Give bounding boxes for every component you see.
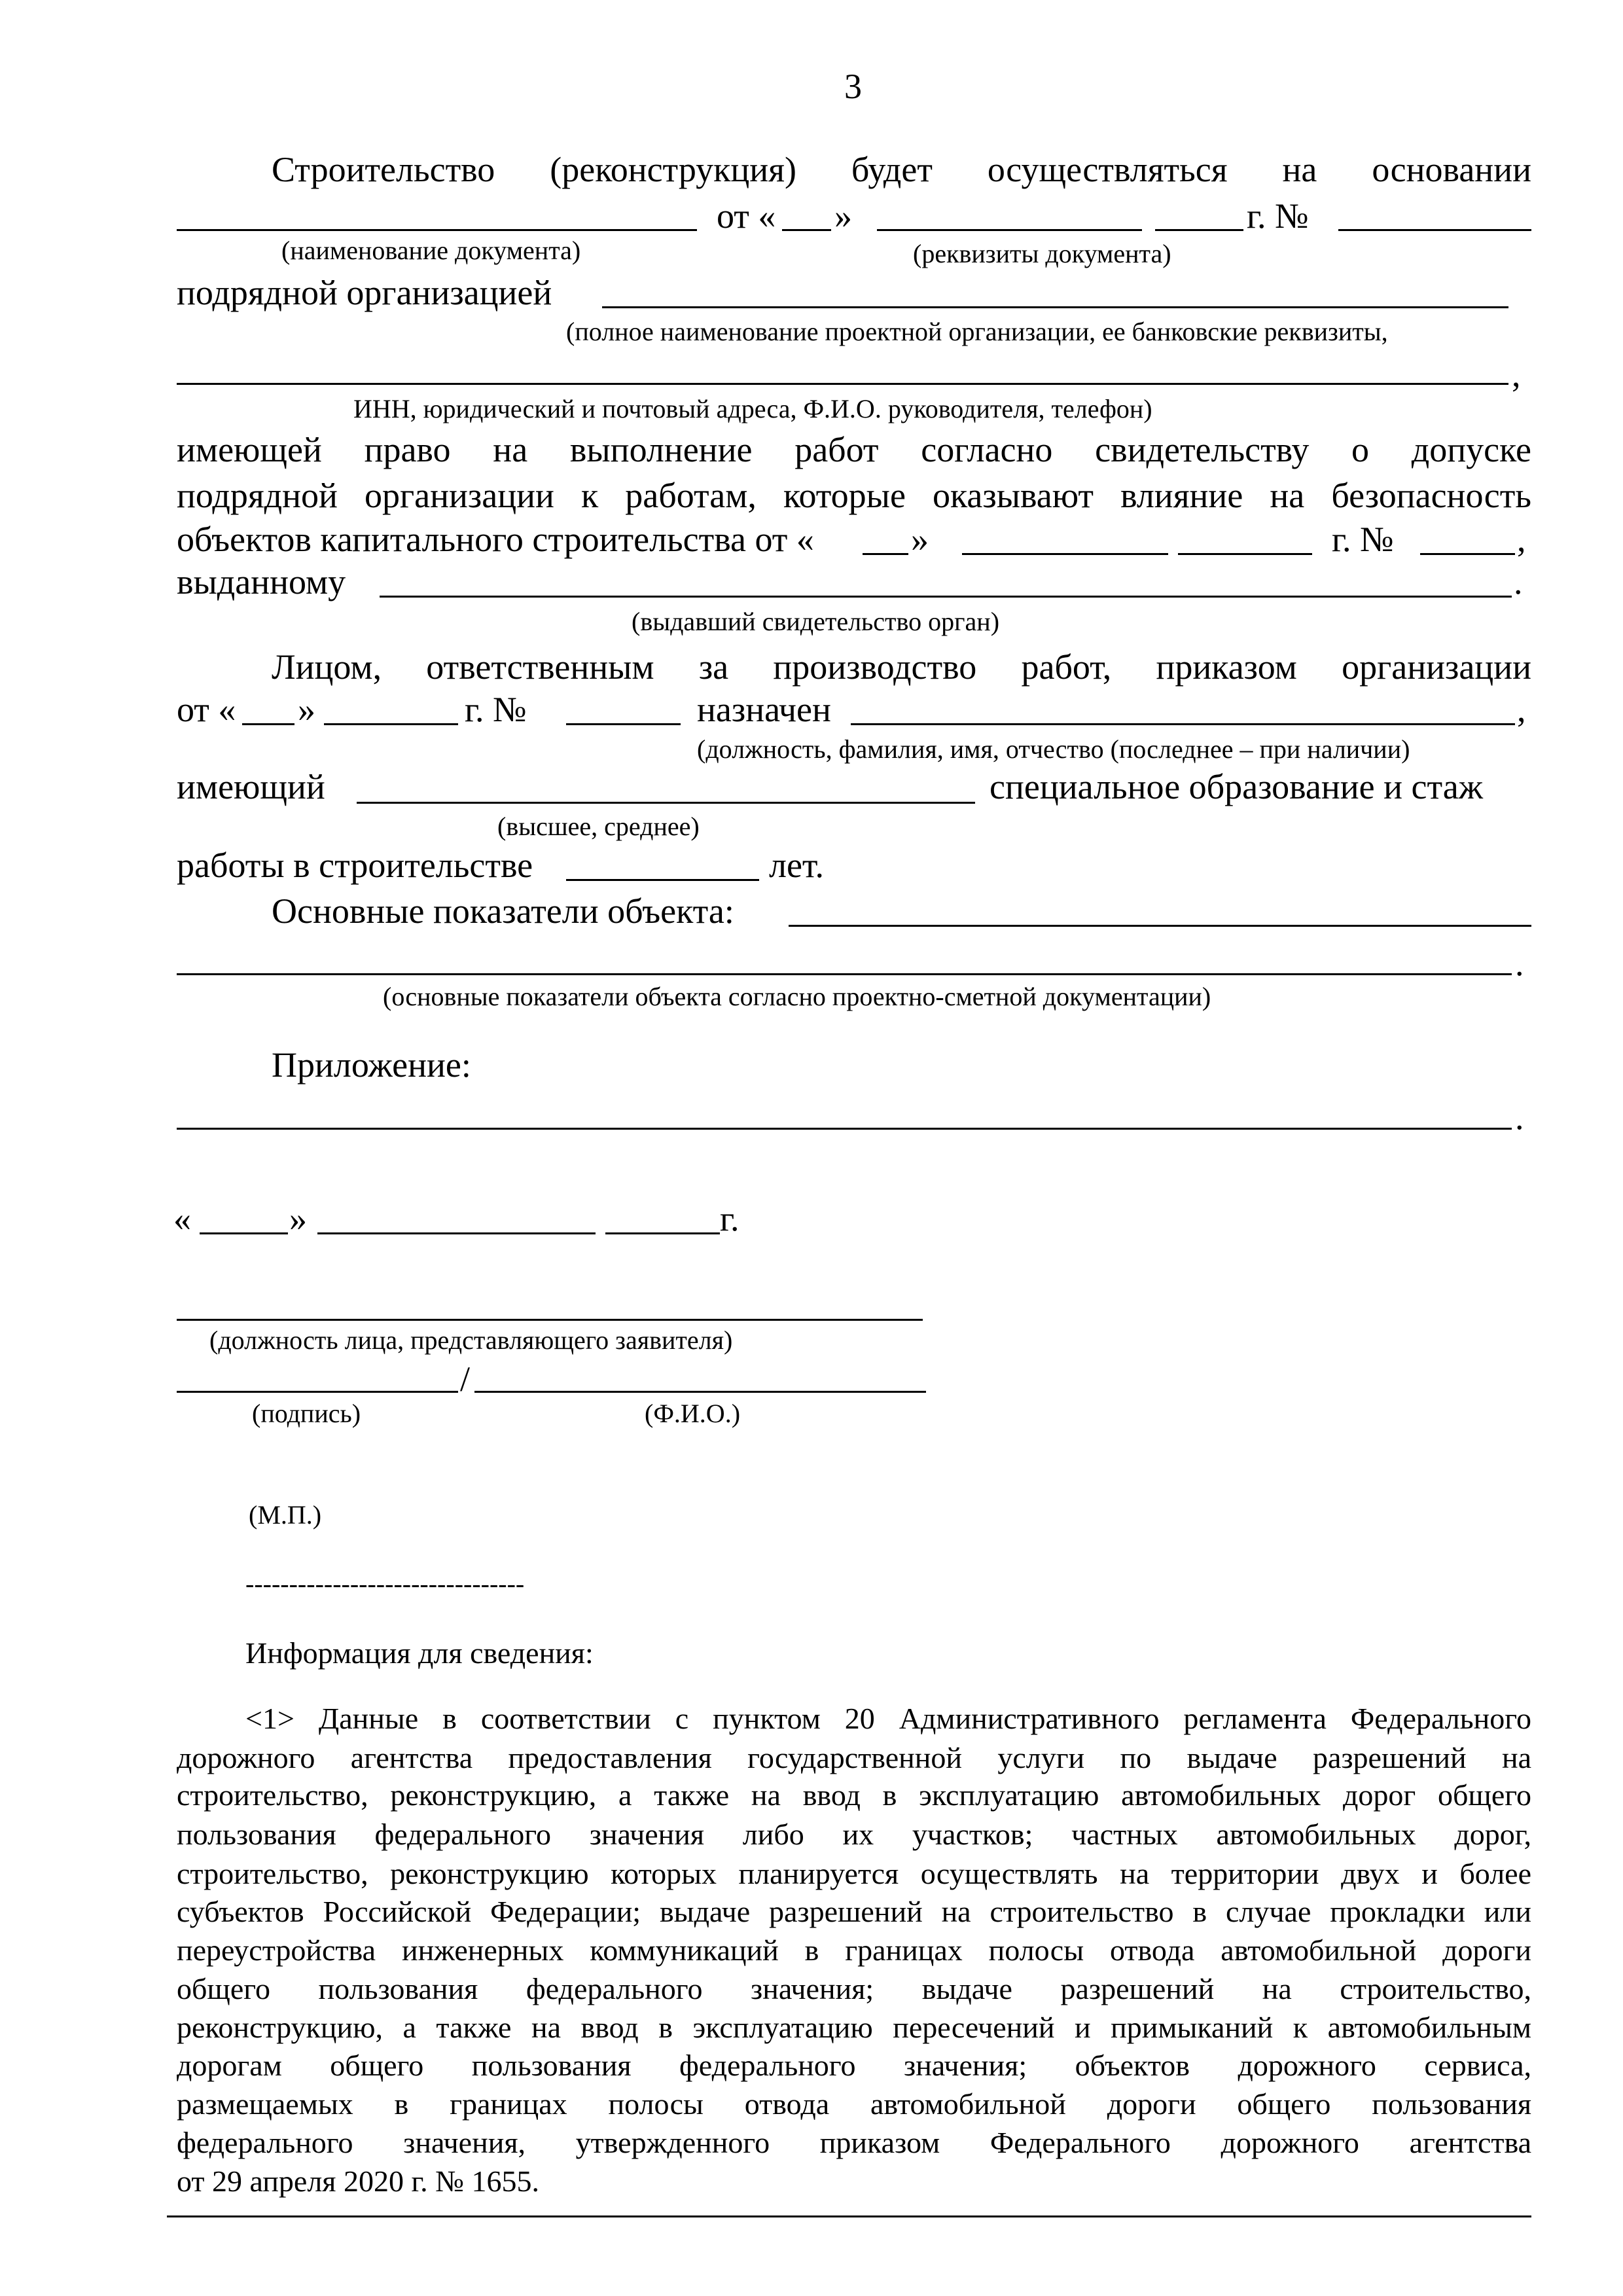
years-blank[interactable] (566, 879, 759, 881)
indicators-blank-1[interactable] (789, 925, 1531, 927)
appendix-period: . (1515, 1098, 1524, 1137)
para1-line-b: подрядной организации к работам, которые оказывают влияние на безопасность (177, 476, 1531, 515)
para1-ot: от « (717, 196, 776, 236)
contractor-label: подрядной организацией (177, 273, 552, 312)
doc-year-blank[interactable] (1155, 229, 1243, 231)
order-day-blank[interactable] (242, 723, 294, 725)
para1-line-a: имеющей право на выполнение работ согласно свидетельству о допуске (177, 430, 1531, 469)
para2-comma: , (1517, 690, 1526, 729)
footnote-bottom-rule (167, 2215, 1531, 2217)
date-month-blank[interactable] (317, 1232, 596, 1234)
para1-line1: Строительство (реконструкция) будет осуществляться на основании (272, 150, 1531, 189)
footnote-line: федерального значения, утвержденного приказом Федерального дорожного агентства (177, 2126, 1531, 2159)
info-title: Информация для сведения: (245, 1636, 594, 1670)
caption-doc-requisites: (реквизиты документа) (913, 239, 1171, 268)
caption-person: (должность, фамилия, имя, отчество (последнее – при наличии) (697, 734, 1410, 764)
footnote-last-line: от 29 апреля 2020 г. № 1655. (177, 2164, 540, 2198)
caption-contractor-2: ИНН, юридический и почтовый адреса, Ф.И.О. руководителя, телефон) (353, 394, 1152, 423)
doc-number-blank[interactable] (1338, 229, 1531, 231)
para1-line-c-prefix: объектов капитального строительства от « (177, 520, 814, 559)
education-blank[interactable] (357, 802, 975, 804)
footnote-line: строительство, реконструкцию которых планируется осуществлять на территории двух и более (177, 1857, 1531, 1890)
fio-blank[interactable] (474, 1391, 926, 1393)
footnote-separator: -------------------------------- (245, 1569, 525, 1598)
para1-line-c-quote: » (911, 520, 929, 559)
para1-line-c-g: г. № (1332, 520, 1394, 559)
caption-signature: (подпись) (252, 1399, 361, 1428)
para2-g-no: г. № (465, 690, 527, 729)
signature-blank[interactable] (177, 1391, 458, 1393)
order-number-blank[interactable] (566, 723, 681, 725)
contractor-blank[interactable] (602, 306, 1508, 308)
main-indicators-label: Основные показатели объекта: (272, 891, 734, 931)
order-month-blank[interactable] (324, 723, 458, 725)
doc-day-blank[interactable] (782, 229, 831, 231)
years-label: лет. (769, 846, 824, 885)
para2-line1: Лицом, ответственным за производство работ, приказом организации (272, 647, 1531, 687)
footnote-line: дорожного агентства предоставления государственной услуги по выдаче разрешений на (177, 1741, 1531, 1774)
footnote-line: пользования федерального значения либо их участков; частных автомобильных дорог, (177, 1818, 1531, 1851)
para1-line-c-comma: , (1517, 520, 1526, 559)
para2-appointed: назначен (697, 690, 831, 729)
contractor-blank-2[interactable] (177, 383, 1508, 385)
caption-issuer: (выдавший свидетельство орган) (632, 607, 1000, 636)
footnote-line: строительство, реконструкцию, а также на ввод в эксплуатацию автомобильных дорог общего (177, 1778, 1531, 1812)
para1-close-quote: » (834, 196, 852, 236)
para2-ot: от « (177, 690, 236, 729)
seal-placeholder: (М.П.) (249, 1500, 322, 1530)
caption-position: (должность лица, представляющего заявителя) (209, 1325, 733, 1355)
footnote-line: реконструкцию, а также на ввод в эксплуатацию пересечений и примыканий к автомобильным (177, 2011, 1531, 2044)
special-education: специальное образование и стаж (990, 767, 1484, 806)
work-label: работы в строительстве (177, 846, 533, 885)
doc-name-blank[interactable] (177, 229, 697, 231)
date-year-blank[interactable] (605, 1232, 720, 1234)
appendix-blank[interactable] (177, 1128, 1512, 1130)
issued-label: выданному (177, 562, 346, 601)
cert-number-blank[interactable] (1420, 553, 1515, 555)
caption-contractor-1: (полное наименование проектной организации, ее банковские реквизиты, (566, 317, 1388, 346)
date-year-label: г. (720, 1199, 740, 1238)
date-close-quote: » (289, 1199, 307, 1238)
signature-slash: / (460, 1359, 471, 1399)
caption-fio: (Ф.И.О.) (645, 1399, 741, 1428)
doc-month-blank[interactable] (877, 229, 1142, 231)
indicators-period: . (1515, 944, 1524, 983)
caption-doc-name: (наименование документа) (281, 236, 581, 265)
footnote-line: общего пользования федерального значения; выдаче разрешений на строительство, (177, 1972, 1531, 2005)
contractor-comma: , (1512, 355, 1521, 394)
caption-education: (высшее, среднее) (497, 812, 700, 841)
date-day-blank[interactable] (200, 1232, 288, 1234)
issued-period: . (1514, 562, 1523, 601)
footnote-line: переустройства инженерных коммуникаций в границах полосы отвода автомобильной дороги (177, 1933, 1531, 1967)
having-label: имеющий (177, 767, 325, 806)
cert-year-blank[interactable] (1178, 553, 1312, 555)
footnote-line: субъектов Российской Федерации; выдаче разрешений на строительство в случае прокладки или (177, 1895, 1531, 1928)
footnote-line: размещаемых в границах полосы отвода автомобильной дороги общего пользования (177, 2087, 1531, 2121)
page-number: 3 (844, 67, 862, 106)
cert-month-blank[interactable] (962, 553, 1168, 555)
position-blank[interactable] (177, 1319, 923, 1321)
para2-quote: » (298, 690, 315, 729)
person-blank[interactable] (851, 723, 1515, 725)
indicators-blank-2[interactable] (177, 973, 1512, 975)
appendix-label: Приложение: (272, 1045, 471, 1085)
cert-day-blank[interactable] (863, 553, 908, 555)
caption-indicators: (основные показатели объекта согласно проектно-сметной документации) (383, 982, 1211, 1011)
footnote-line: дорогам общего пользования федерального значения; объектов дорожного сервиса, (177, 2049, 1531, 2082)
issuer-blank[interactable] (380, 596, 1512, 598)
date-open-quote: « (173, 1199, 191, 1238)
para1-g-no: г. № (1247, 196, 1309, 236)
footnote-line: <1> Данные в соответствии с пунктом 20 Административного регламента Федерального (245, 1702, 1531, 1735)
